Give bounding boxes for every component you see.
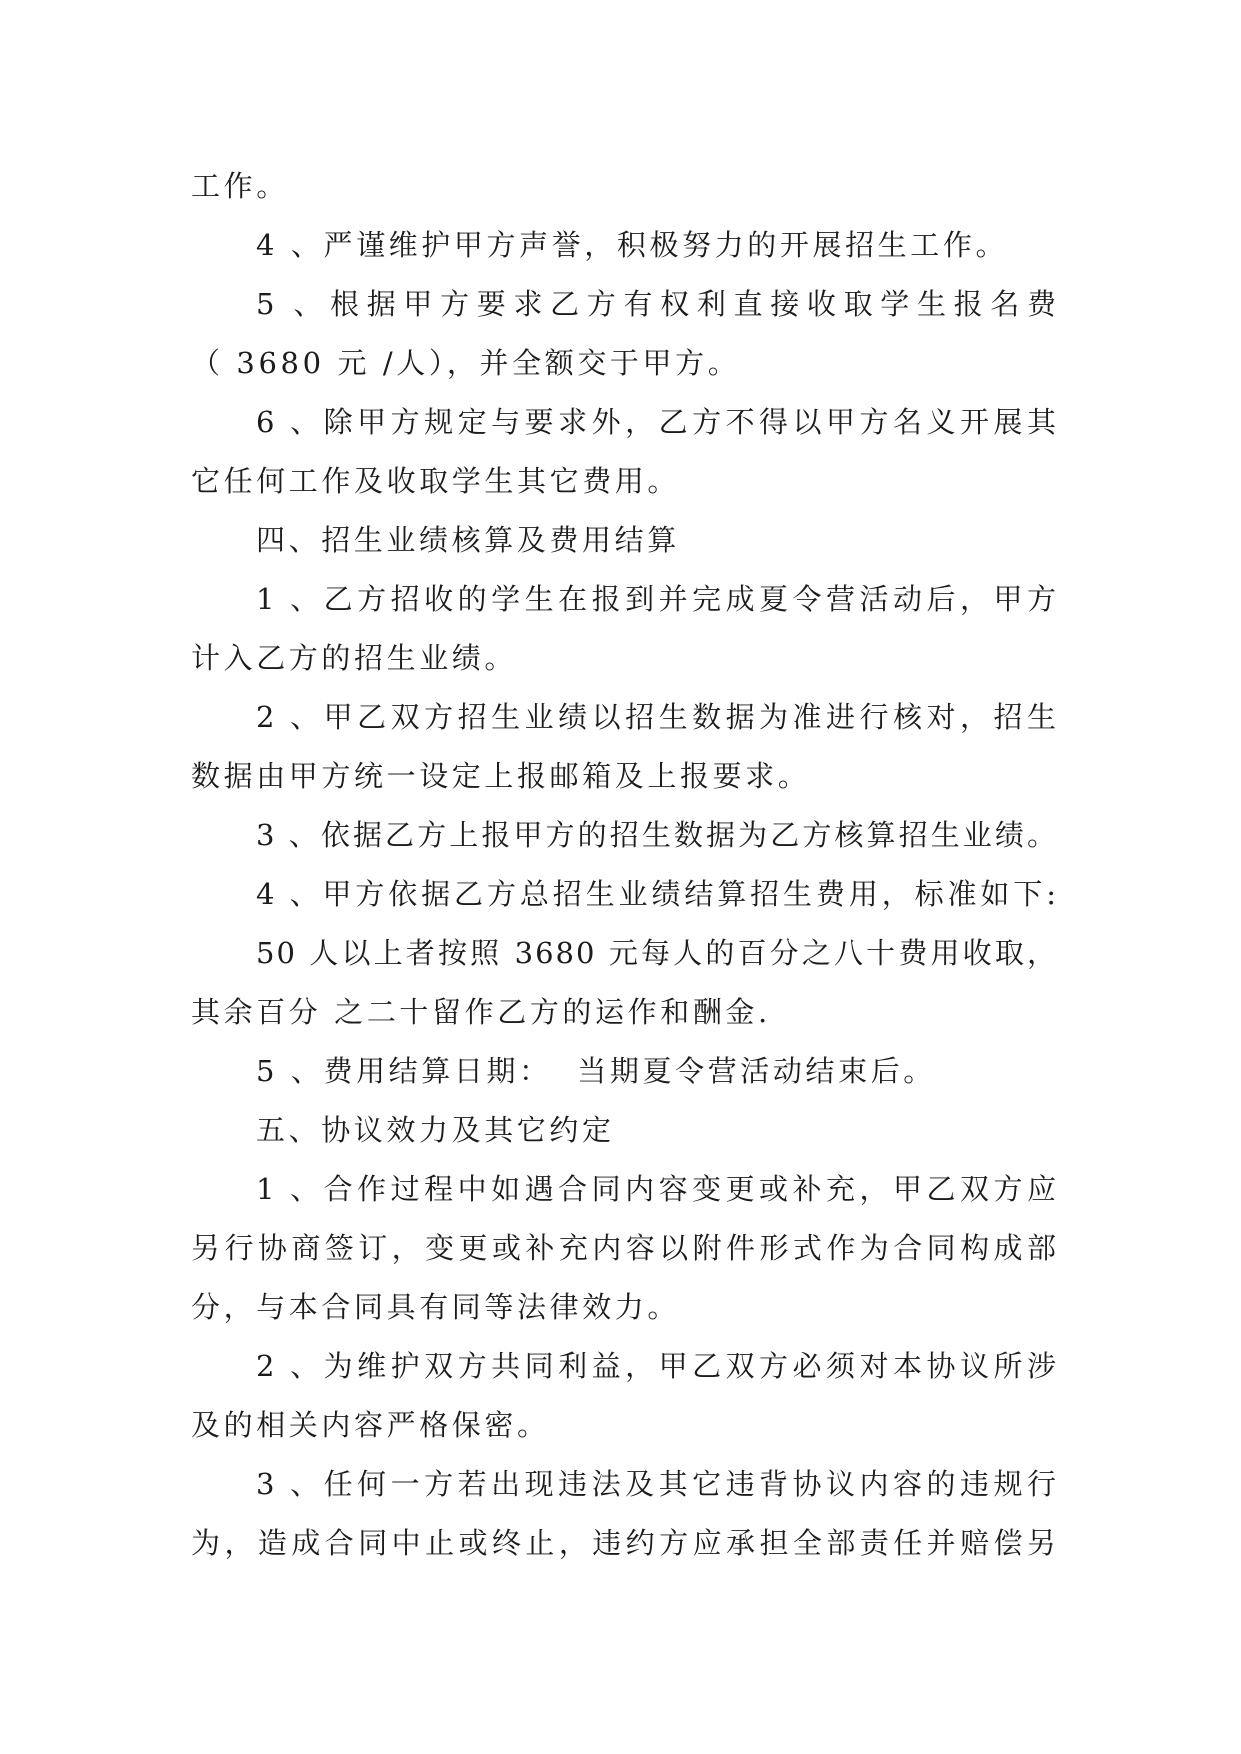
clause-line: 2 、甲乙双方招生业绩以招生数据为准进行核对，招生 xyxy=(256,700,1058,734)
clause-line: 6 、除甲方规定与要求外，乙方不得以甲方名义开展其 xyxy=(256,405,1058,439)
clause-line: 5 、费用结算日期： 当期夏令营活动结束后。 xyxy=(256,1054,936,1088)
clause-line: 工作。 xyxy=(191,169,289,203)
clause-line: 4 、甲方依据乙方总招生业绩结算招生费用，标准如下: xyxy=(256,877,1058,911)
clause-line: 另行协商签订，变更或补充内容以附件形式作为合同构成部 xyxy=(191,1231,1058,1265)
clause-line: 50 人以上者按照 3680 元每人的百分之八十费用收取， xyxy=(256,936,1058,970)
clause-line: 3 、任何一方若出现违法及其它违背协议内容的违规行 xyxy=(256,1467,1058,1501)
clause-line: 1 、合作过程中如遇合同内容变更或补充，甲乙双方应 xyxy=(256,1172,1058,1206)
section-heading: 五、协议效力及其它约定 xyxy=(256,1113,615,1147)
clause-line: 4 、严谨维护甲方声誉，积极努力的开展招生工作。 xyxy=(256,228,1009,262)
clause-line: 3 、依据乙方上报甲方的招生数据为乙方核算招生业绩。 xyxy=(256,818,1058,852)
clause-line: （ 3680 元 /人），并全额交于甲方。 xyxy=(191,346,741,380)
clause-line: 数据由甲方统一设定上报邮箱及上报要求。 xyxy=(191,759,811,793)
clause-line: 1 、乙方招收的学生在报到并完成夏令营活动后，甲方 xyxy=(256,582,1058,616)
clause-line: 它任何工作及收取学生其它费用。 xyxy=(191,464,681,498)
contract-body-text xyxy=(191,157,1058,1573)
clause-line: 其余百分 之二十留作乙方的运作和酬金. xyxy=(191,995,771,1029)
clause-line: 为，造成合同中止或终止，违约方应承担全部责任并赔偿另 xyxy=(191,1526,1058,1560)
section-heading: 四、招生业绩核算及费用结算 xyxy=(256,523,680,557)
clause-line: 分，与本合同具有同等法律效力。 xyxy=(191,1290,681,1324)
clause-line: 及的相关内容严格保密。 xyxy=(191,1408,550,1442)
clause-line: 计入乙方的招生业绩。 xyxy=(191,641,518,675)
clause-line: 2 、为维护双方共同利益，甲乙双方必须对本协议所涉 xyxy=(256,1349,1058,1383)
clause-line: 5 、根据甲方要求乙方有权利直接收取学生报名费 xyxy=(256,287,1058,321)
